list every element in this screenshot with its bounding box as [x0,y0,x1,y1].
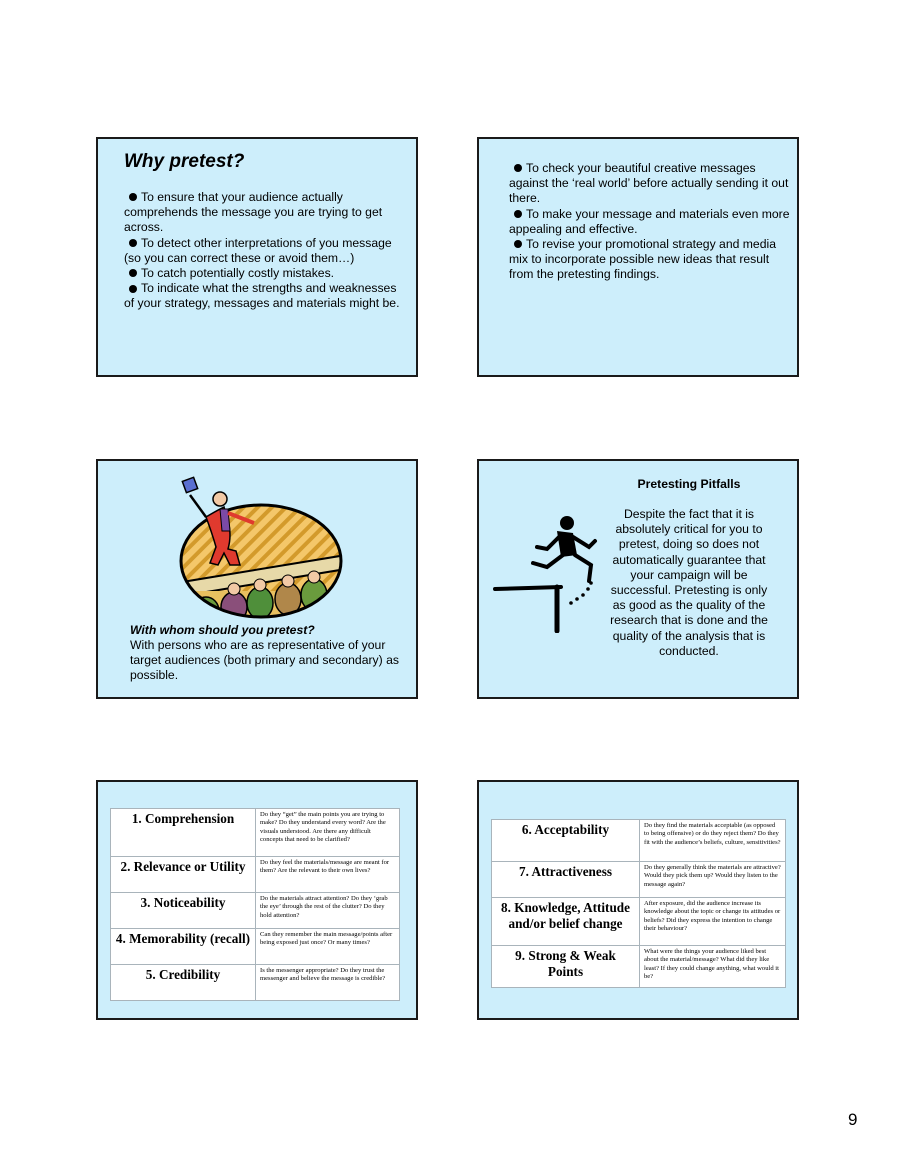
criterion-name: 8. Knowledge, Attitude and/or belief change [492,898,640,946]
bullet-dot-icon [129,193,137,201]
criterion-description: Can they remember the main message/points after being exposed just once? Or many times? [256,929,400,965]
slide-question: With whom should you pretest? [130,623,315,637]
running-figure-leaping-off-cliff-icon [491,511,611,633]
slide-title: Why pretest? [124,151,245,172]
bullet-dot-icon [129,285,137,293]
criterion-name: 6. Acceptability [492,820,640,862]
bullet-item: To detect other interpretations of you message (so you can correct these or avoid them…) [124,235,392,265]
table-row [111,809,400,857]
bullet-item: To make your message and materials even more appealing and effective. [509,206,790,236]
bullet-dot-icon [129,269,137,277]
table-row [111,929,400,965]
criterion-name: 5. Credibility [111,965,256,1001]
criterion-name: 3. Noticeability [111,893,256,929]
criterion-description: Do they generally think the materials are attractive? Would they pick them up? Would they listen to the message again? [640,862,786,898]
bullet-dot-icon [129,239,137,247]
slide-heading: Pretesting Pitfalls [637,477,741,491]
criterion-description: What were the things your audience liked best about the material/message? What did they like least? If they could change anything, what would it be? [640,946,786,988]
bullet-dot-icon [514,210,522,218]
presenter-on-stage-icon [176,473,346,621]
criterion-description: Do they feel the materials/message are meant for them? Are the relevant to their own lives? [256,857,400,893]
bullet-item: To revise your promotional strategy and media mix to incorporate possible new ideas that result from the pretesting findings. [509,237,776,282]
slide-criteria-1-5 [96,780,418,1020]
page-number: 9 [848,1110,858,1129]
slide-with-whom [96,459,418,699]
slide-pretest-purposes [477,137,799,377]
table-row [492,820,786,862]
table-row [111,857,400,893]
criterion-description: Is the messenger appropriate? Do they trust the messenger and believe the message is credible? [256,965,400,1001]
bullet-dot-icon [514,240,522,248]
slide-criteria-6-9 [477,780,799,1020]
table-row [492,946,786,988]
criterion-description: Do the materials attract attention? Do they ‘grab the eye’ through the rest of the clutter? Do they hold attention? [256,893,400,929]
table-row [492,898,786,946]
bullet-dot-icon [514,164,522,172]
bullet-item: To indicate what the strengths and weaknesses of your strategy, messages and materials might be. [124,281,400,311]
criterion-description: After exposure, did the audience increase its knowledge about the topic or change its attitudes or beliefs? Did they express the intention to change their behaviour? [640,898,786,946]
slide-body [124,190,406,312]
criterion-name: 1. Comprehension [111,809,256,857]
slide-body [509,161,791,283]
bullet-item: To catch potentially costly mistakes. [124,266,406,281]
slide-why-pretest [96,137,418,377]
criterion-description: Do they find the materials acceptable (as opposed to being offensive) or do they reject them? Do they fit with the audience’s beliefs, culture, sensitivities? [640,820,786,862]
criterion-description: Do they “get” the main points you are trying to make? Do they understand every word? Are the visuals understood. Are there any difficult concepts that need to be clarified? [256,809,400,857]
criterion-name: 9. Strong & Weak Points [492,946,640,988]
bullet-item: To ensure that your audience actually comprehends the message you are trying to get across. [124,190,383,235]
criterion-name: 2. Relevance or Utility [111,857,256,893]
table-row [492,862,786,898]
table-row [111,893,400,929]
criteria-table [491,819,786,988]
bullet-item: To check your beautiful creative messages against the ‘real world’ before actually sending it out there. [509,161,789,206]
slide-answer: With persons who are as representative of your target audiences (both primary and secondary) as possible. [130,638,399,683]
criterion-name: 7. Attractiveness [492,862,640,898]
table-row [111,965,400,1001]
slide-text: Despite the fact that it is absolutely critical for you to pretest, doing so does not automatically guarantee that your campaign will be successful. Pretesting is only as good as the quality of the research that is done and the quality of the analysis that is conducted. [610,507,768,658]
criterion-name: 4. Memorability (recall) [111,929,256,965]
slide-pretesting-pitfalls [477,459,799,699]
criteria-table [110,808,400,1001]
